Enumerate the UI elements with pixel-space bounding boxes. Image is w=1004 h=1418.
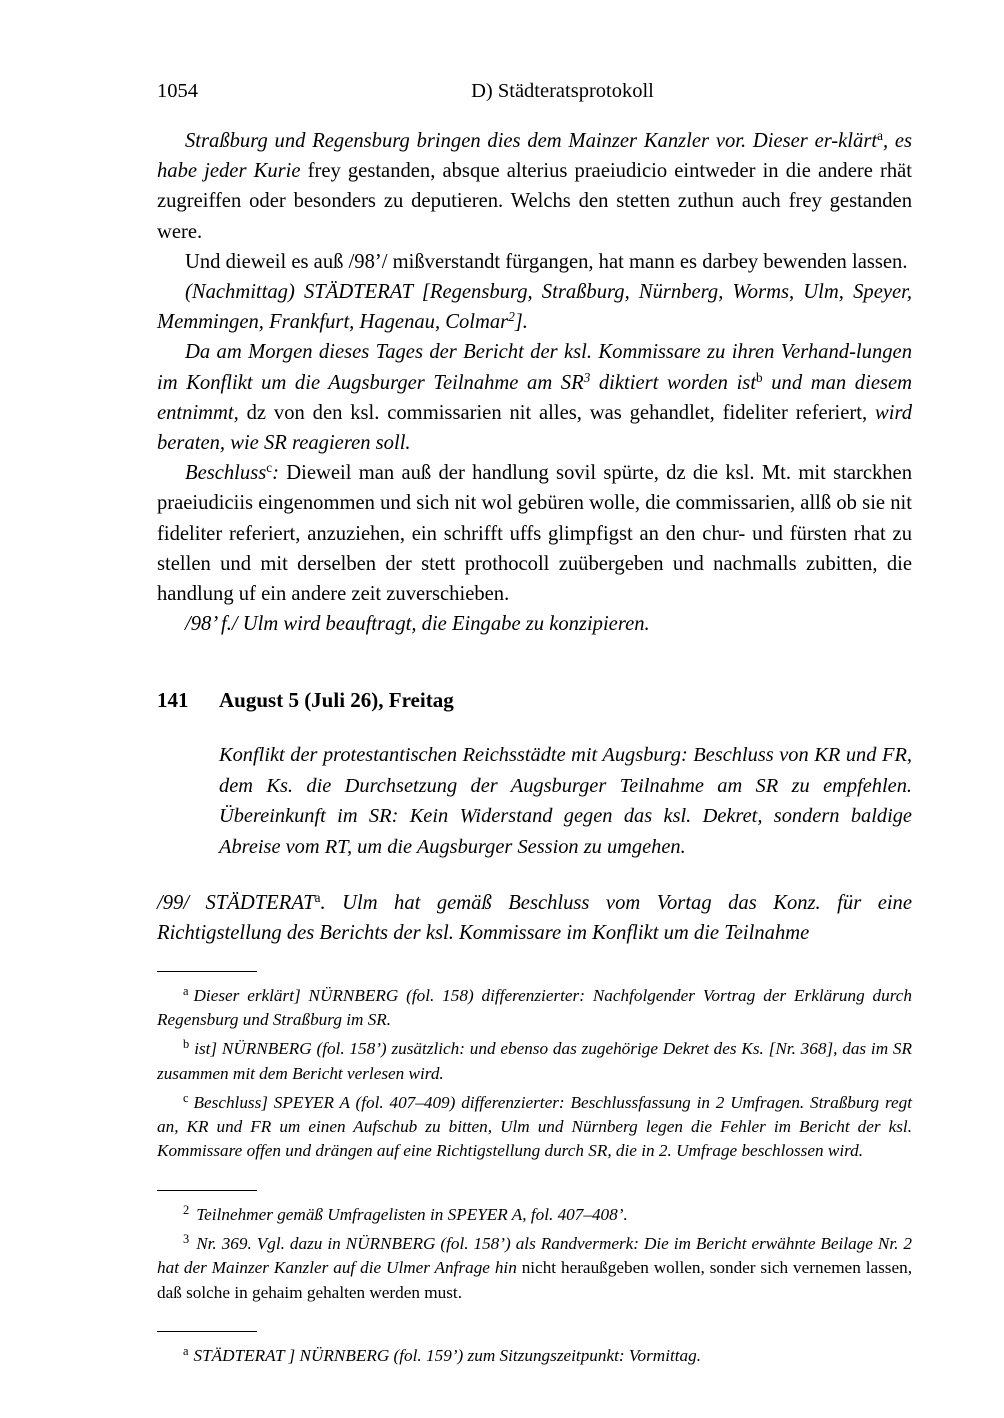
section-regest: Konflikt der protestantischen Reichsstädte mit Augsburg: Beschluss von KR und FR, dem Ks. die Durchsetzung der Augsburger Teilnahme am SR zu empfehlen. Übereinkunft im SR: Kein Widerstand gegen das ksl. Dekret, sondern baldige Abreise vom RT, um die Augsburger Session zu umgehen. (219, 744, 912, 858)
section-number: 141 (157, 688, 189, 713)
footnote-separator-rule-3 (157, 1331, 257, 1332)
footnote-text-c: Beschluss] SPEYER A (fol. 407–409) differenzierter: Beschlussfassung in 2 Umfragen. Straßburg regt an, KR und FR um einen Aufschub zu bitten, Ulm und Nürnberg legen die Fehler im Bericht der ksl. Kommissare offen und drängen auf eine Richtigstellung durch SR, die in 2. Umfrage beschlossen wird. (157, 1092, 912, 1161)
footnote-separator-rule-1 (157, 971, 257, 972)
p5-italic-1: Beschluss (185, 462, 267, 485)
footnote-text-a2: STÄDTERAT ] NÜRNBERG (fol. 159’) zum Sitzungszeitpunkt: Vormittag. (193, 1345, 702, 1365)
footnote-text-b: ist] NÜRNBERG (fol. 158’) zusätzlich: und ebenso das zugehörige Dekret des Ks. [Nr. 368], das im SR zusammen mit dem Bericht verlesen wird. (157, 1039, 912, 1083)
p1-roman-1: frey gestanden, absque alterius praeiudicio eintweder in die andere rhät zugreiffen oder besonders zu deputieren. Welchs den stetten zuthun auch frey gestanden were. (157, 160, 912, 243)
footnote-item-a2 (157, 1339, 912, 1368)
p4-italic-2: diktiert worden ist (590, 371, 757, 394)
footnote-item-b (157, 1032, 912, 1086)
footnote-mark-a2: a (183, 1343, 189, 1358)
paragraph-2 (157, 247, 912, 277)
p4-italic-3: und man diesem entnimmt, (157, 371, 912, 424)
page-number: 1054 (157, 80, 198, 102)
running-head (157, 74, 912, 108)
paragraph-6 (157, 609, 912, 639)
footnote-text-a: Dieser erklärt] NÜRNBERG (fol. 158) differenzierter: Nachfolgender Vortrag der Erklärung durch Regensburg und Straßburg im SR. (157, 985, 912, 1030)
footnote-ref-3[interactable]: 3 (583, 369, 591, 385)
footnote-ref-c[interactable]: c (266, 460, 273, 476)
footnote-ref-a2[interactable]: a (314, 890, 321, 906)
section-title: August 5 (Juli 26), Freitag (219, 688, 454, 713)
p4-italic-4: wird beraten, wie SR reagieren soll. (157, 401, 912, 455)
paragraph-5 (157, 458, 912, 609)
protocol-opening (157, 888, 912, 949)
footnote-ref-2[interactable]: 2 (508, 309, 515, 325)
footnote-mark-3: 3 (183, 1232, 190, 1247)
footnote-ref-a1[interactable]: a (877, 128, 883, 144)
p3-italic-1: (Nachmittag) STÄDTERAT [Regensburg, Straßburg, Nürnberg, Worms, Ulm, Speyer, Memmingen, Frankfurt, Hagenau, Colmar (157, 281, 912, 334)
footnote-text-2: Teilnehmer gemäß Umfragelisten in SPEYER A, fol. 407–408’. (196, 1204, 628, 1224)
footnote-group-last (157, 1331, 912, 1368)
footnote-text-3-italic: Nr. 369. Vgl. dazu in NÜRNBERG (fol. 158’) als Randvermerk: Die im Bericht erwähnte Beilage Nr. 2 hat der Mainzer Kanzler auf die Ulmer Anfrage hin (157, 1233, 912, 1278)
footnote-mark-a: a (183, 983, 189, 998)
page-content (157, 74, 912, 1368)
paragraph-4 (157, 337, 912, 458)
footnote-group-numbers (157, 1190, 912, 1305)
p1-italic-2: , es habe jeder Kurie (157, 130, 913, 183)
p3-italic-2: ]. (514, 311, 528, 334)
p5-roman-1: Dieweil man auß der handlung sovil spürte, dz die ksl. Mt. mit starckhen praeiudiciis eingenommen und sich nit wol gebüren wolle, die commissarien, allß ob sie nit fideliter referiert, anzuziehen, ein schrifft uffs glimpfigst an den chur- und fürsten rhat zu stellen und mit derselben der stett prothocoll zuübergeben und nachmalls zubitten, die handlung uf ein andere zeit zuverschieben. (157, 462, 912, 606)
p1-italic-1: Straßburg und Regensburg bringen dies dem Mainzer Kanzler vor. Dieser er-klärt (185, 130, 878, 152)
footnote-item-a (157, 979, 912, 1033)
footnote-ref-b[interactable]: b (756, 369, 763, 385)
footnote-mark-c: c (183, 1090, 189, 1105)
running-title: D) Städteratsprotokoll (471, 80, 654, 102)
section-heading (157, 686, 912, 714)
footnote-text-3-roman: nicht heraußgeben wollen, sonder sich vernemen lassen, daß solche in gehaim gehalten werden must. (157, 1258, 912, 1302)
paragraph-1 (157, 126, 912, 247)
footnote-item-2 (157, 1198, 912, 1227)
footnote-item-3 (157, 1227, 912, 1305)
p2-roman-1: Und dieweil es auß /98’/ mißverstandt fürgangen, hat mann es darbey bewenden lassen. (185, 250, 908, 273)
protocol-italic-1: /99/ STÄDTERAT (157, 892, 315, 915)
footnote-mark-b: b (183, 1037, 190, 1052)
footnote-separator-rule-2 (157, 1190, 257, 1191)
p5-italic-2: : (272, 462, 279, 485)
footnote-item-c (157, 1086, 912, 1164)
main-text (157, 126, 912, 639)
p4-roman-1: dz von den ksl. commissarien nit alles, was gehandlet, fideliter referiert, (238, 401, 868, 424)
paragraph-3 (157, 277, 912, 337)
p4-italic-1: Da am Morgen dieses Tages der Bericht der ksl. Kommissare zu ihren Verhand-lungen im Konflikt um die Augsburger Teilnahme am SR (157, 341, 912, 394)
p6-italic-1: /98’ f./ Ulm wird beauftragt, die Eingabe zu konzipieren. (185, 613, 650, 636)
footnote-group-letters (157, 971, 912, 1164)
footnote-mark-2: 2 (183, 1202, 190, 1217)
protocol-italic-2: . Ulm hat gemäß Beschluss vom Vortag das Konz. für eine Richtigstellung des Berichts der ksl. Kommissare im Konflikt um die Teilnahme (157, 892, 912, 945)
